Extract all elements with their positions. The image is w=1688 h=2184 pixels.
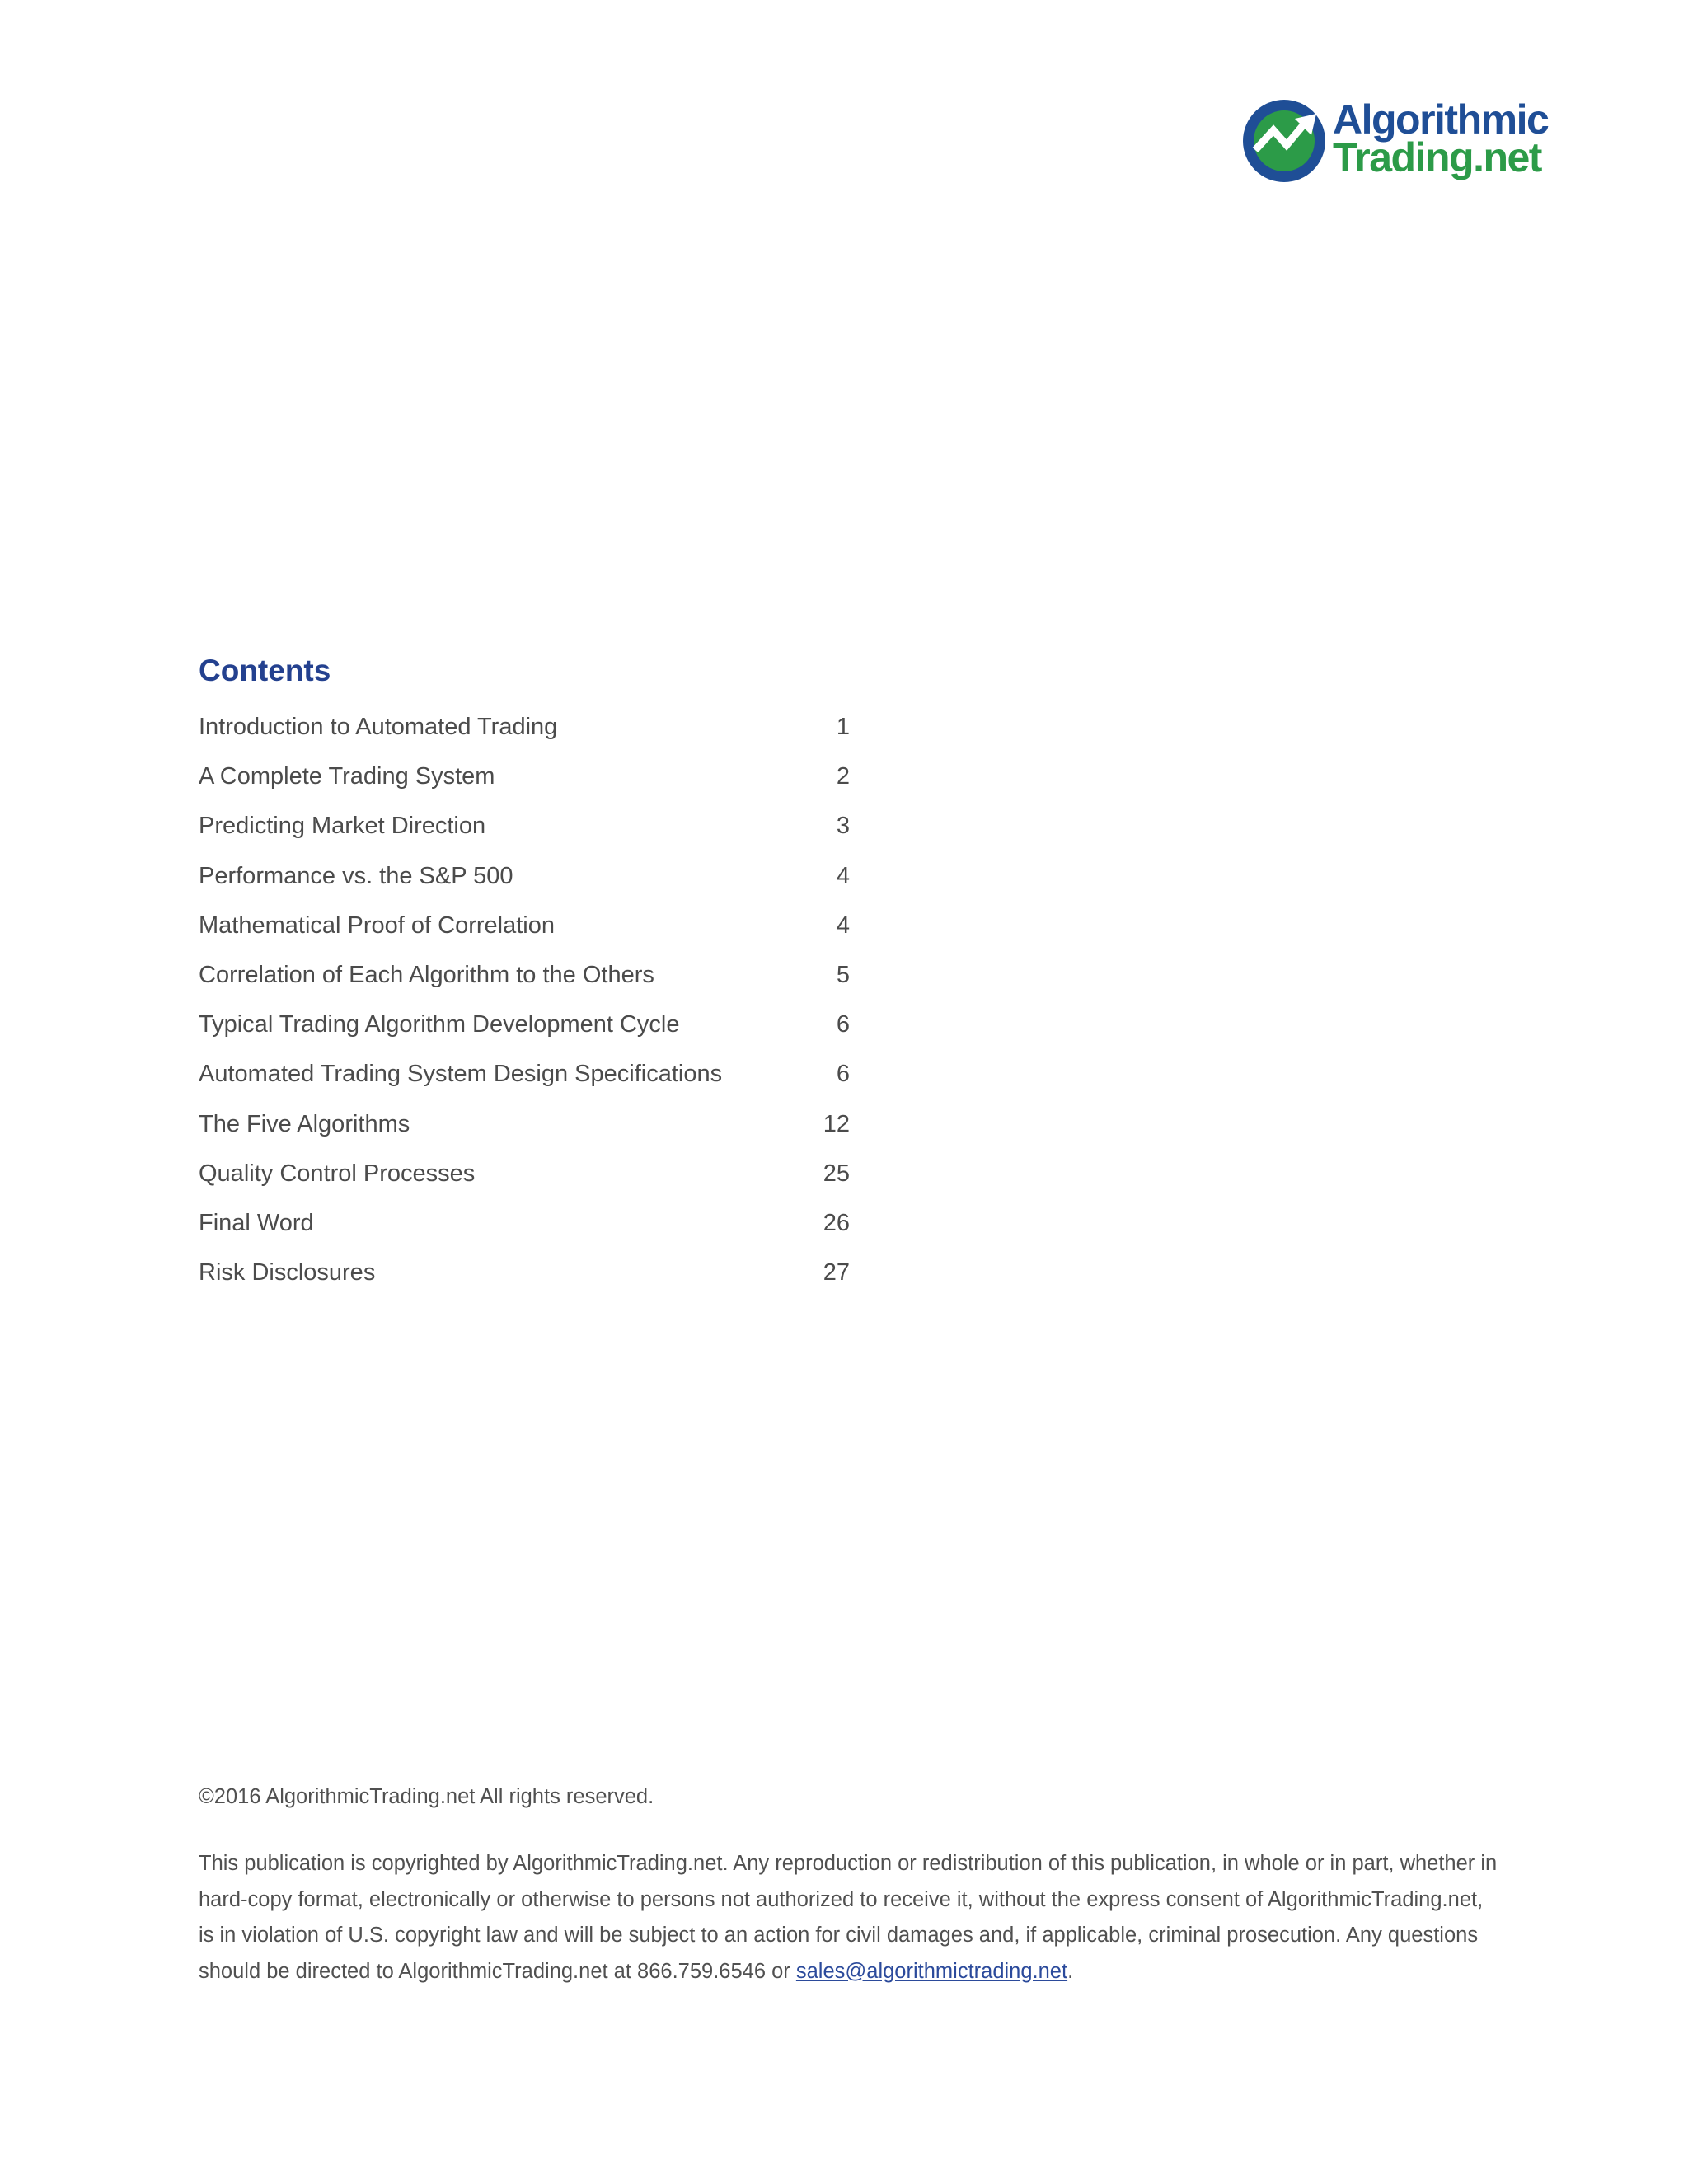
legal-notice-period: .	[1067, 1959, 1074, 1983]
toc-entry-title: Typical Trading Algorithm Development Cycle	[199, 1011, 680, 1038]
toc-entry-title: Predicting Market Direction	[199, 813, 486, 840]
toc-entry-title: Correlation of Each Algorithm to the Others	[199, 961, 654, 988]
toc-entry[interactable]	[199, 851, 850, 901]
toc-entry-page: 26	[823, 1209, 850, 1236]
toc-entry-page: 6	[836, 1011, 850, 1038]
brand-logo	[1240, 97, 1595, 188]
logo-wordmark-line1: Algorithmic	[1333, 96, 1549, 143]
toc-entry-page: 2	[836, 763, 850, 790]
copyright-footer	[199, 1780, 1501, 1990]
toc-entry[interactable]	[199, 702, 850, 752]
toc-entry[interactable]	[199, 1099, 850, 1149]
legal-notice-text: This publication is copyrighted by AlgorithmicTrading.net. Any reproduction or redistribution of this publication, in whole or in part, whether in hard-copy format, electronically or otherwise to persons not authorized to receive it, without the express consent of AlgorithmicTrading.net, is in violation of U.S. copyright law and will be subject to an action for civil damages and, if applicable, criminal prosecution. Any questions should be directed to AlgorithmicTrading.net at 866.759.6546 or	[199, 1852, 1498, 1983]
toc-entry-title: Quality Control Processes	[199, 1160, 476, 1187]
toc-entry[interactable]	[199, 1049, 850, 1099]
toc-entry-page: 6	[836, 1061, 850, 1088]
toc-entry-title: The Five Algorithms	[199, 1110, 410, 1137]
copyright-notice: ©2016 AlgorithmicTrading.net All rights reserved.	[199, 1785, 654, 1808]
toc-entry[interactable]	[199, 1198, 850, 1248]
toc-entry[interactable]	[199, 752, 850, 801]
toc-entry-title: Final Word	[199, 1209, 314, 1236]
toc-entry-page: 3	[836, 813, 850, 840]
toc-entry-page: 27	[823, 1259, 850, 1286]
toc-list	[199, 702, 850, 1297]
toc-entry[interactable]	[199, 1248, 850, 1297]
toc-entry-page: 12	[823, 1110, 850, 1137]
toc-entry-title: Introduction to Automated Trading	[199, 714, 558, 740]
toc-heading: Contents	[199, 654, 331, 687]
toc-entry[interactable]	[199, 801, 850, 851]
toc-entry[interactable]	[199, 901, 850, 950]
toc-entry-page: 5	[836, 961, 850, 988]
toc-entry-page: 4	[836, 862, 850, 889]
toc-entry-title: Performance vs. the S&P 500	[199, 862, 513, 889]
toc-entry[interactable]	[199, 1000, 850, 1049]
toc-entry-page: 1	[836, 714, 850, 740]
toc-entry-title: Risk Disclosures	[199, 1259, 376, 1286]
toc-entry-title: Automated Trading System Design Specifications	[199, 1061, 723, 1088]
logo-wordmark-line2: Trading.net	[1333, 134, 1541, 180]
sales-email-link[interactable]: sales@algorithmictrading.net	[795, 1959, 1068, 1983]
legal-notice	[199, 1846, 1501, 1990]
toc-entry[interactable]	[199, 950, 850, 1000]
logo-wordmark	[1333, 96, 1549, 180]
toc-entry-title: Mathematical Proof of Correlation	[199, 912, 555, 939]
toc-entry[interactable]	[199, 1149, 850, 1198]
toc-entry-page: 4	[836, 912, 850, 939]
toc-entry-title: A Complete Trading System	[199, 763, 495, 790]
toc-entry-page: 25	[823, 1160, 850, 1187]
table-of-contents	[199, 651, 850, 1297]
logo-chart-icon	[1240, 97, 1328, 185]
